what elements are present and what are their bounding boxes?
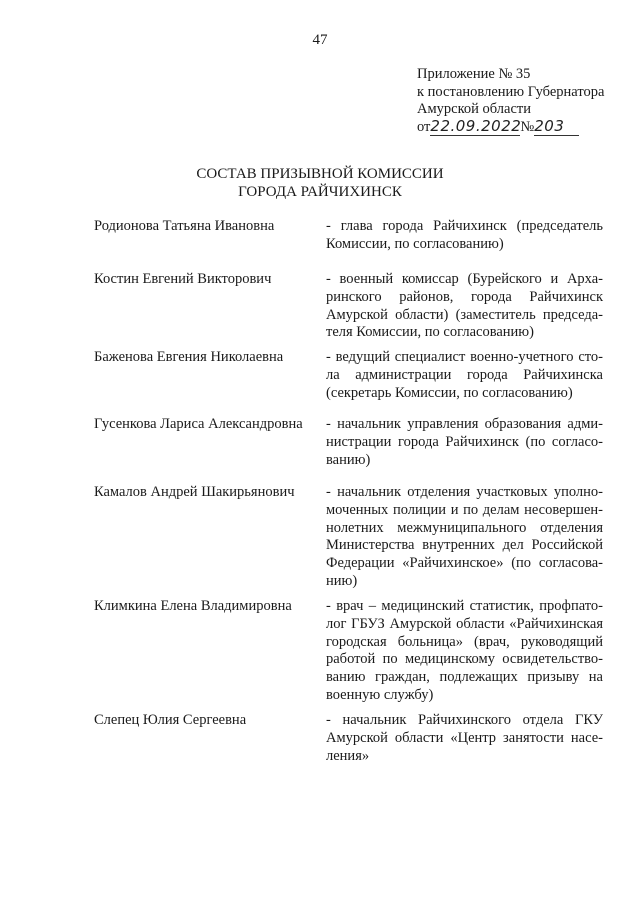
member-name: Климкина Елена Владимировна [94, 598, 292, 614]
member-name: Родионова Татьяна Ивановна [94, 218, 275, 234]
role-line: Амурской области «Центр занятости насе- [326, 729, 603, 746]
role-line: теля Комиссии, по согласованию) [326, 324, 534, 341]
role-line: (секретарь Комиссии, по согласованию) [326, 384, 573, 401]
role-line: - начальник Райчихинского отдела ГКУ [326, 712, 603, 728]
handwritten-number: 203 [534, 116, 565, 135]
member-role [326, 218, 603, 254]
role-line: ванию) [326, 451, 371, 468]
appendix-line-3: Амурской области [417, 101, 531, 117]
number-label: № [520, 118, 535, 135]
role-line: Федерации «Райчихинское» (по согласова- [326, 555, 603, 572]
role-line: Министерства внутренних дел Российской [326, 537, 603, 554]
role-line: - глава города Райчихинск (председатель [326, 218, 603, 234]
handwritten-date: 22.09.2022 [430, 116, 522, 135]
member-role [326, 416, 603, 469]
role-line: нистрации города Райчихинск (по согласо- [326, 433, 603, 450]
member-role [326, 271, 603, 342]
role-line: ла администрации города Райчихинска [326, 366, 603, 383]
member-role [326, 349, 603, 402]
document-title [0, 166, 640, 201]
role-line: моченных полиции и по делам несовершен- [326, 501, 603, 518]
member-role [326, 598, 603, 705]
member-name: Слепец Юлия Сергеевна [94, 712, 247, 728]
role-line: нию) [326, 572, 358, 589]
title-line-2: ГОРОДА РАЙЧИХИНСК [238, 183, 402, 200]
date-from-label: от [417, 118, 431, 135]
role-line: Комиссии, по согласованию) [326, 235, 504, 252]
role-line: ванию граждан, подлежащих призыву на [326, 669, 603, 686]
member-name: Баженова Евгения Николаевна [94, 349, 284, 365]
role-line: нолетних межмуниципального отделения [326, 519, 603, 536]
role-line: Амурской области) (заместитель председа- [326, 306, 603, 323]
member-role [326, 712, 603, 765]
role-line: ления» [326, 747, 370, 764]
appendix-line-2: к постановлению Губернатора [417, 83, 605, 100]
role-line: военную службу) [326, 686, 434, 703]
page-number: 47 [312, 32, 328, 48]
member-role [326, 484, 603, 591]
role-line: ринского районов, города Райчихинск [326, 288, 603, 305]
member-name: Костин Евгений Викторович [94, 271, 272, 287]
role-line: - ведущий специалист военно-учетного сто- [326, 349, 603, 365]
appendix-date-line [417, 116, 604, 137]
appendix-line-1: Приложение № 35 [417, 66, 531, 82]
role-line: - военный комиссар (Бурейского и Арха- [326, 271, 603, 287]
role-line: работой по медицинскому освидетельство- [326, 651, 603, 668]
role-line: городская больница» (врач, руководящий [326, 633, 603, 650]
role-line: - начальник отделения участковых уполно- [326, 484, 603, 500]
title-line-1: СОСТАВ ПРИЗЫВНОЙ КОМИССИИ [196, 166, 444, 182]
role-line: - начальник управления образования адми- [326, 416, 603, 432]
role-line: лог ГБУЗ Амурской области «Райчихинская [326, 615, 603, 632]
role-line: - врач – медицинский статистик, профпато- [326, 598, 603, 614]
appendix-header [417, 66, 604, 136]
member-name: Камалов Андрей Шакирьянович [94, 484, 295, 500]
member-name: Гусенкова Лариса Александровна [94, 416, 303, 432]
